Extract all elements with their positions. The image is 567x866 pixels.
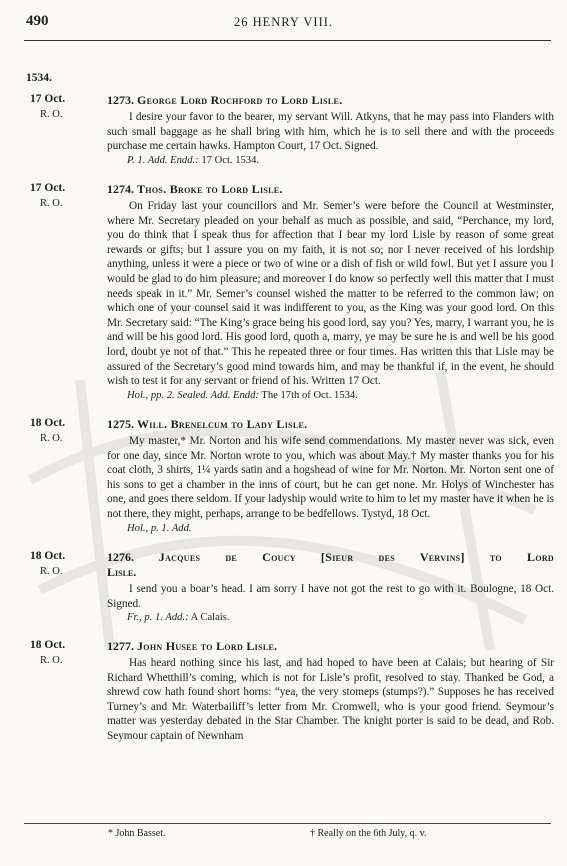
entry-place: R. O. (40, 109, 63, 120)
entry-description (127, 390, 358, 401)
entry-description-tail: The 17th of Oct. 1534. (258, 390, 358, 401)
entry-number: 1277. (107, 639, 134, 653)
header-rule (24, 40, 551, 41)
entry-date: 18 Oct. (30, 550, 66, 562)
entry-place: R. O. (40, 198, 63, 209)
entry-description (127, 612, 230, 623)
entry-body: Has heard nothing since his last, and had hoped to have been at Calais; but hearing of Sir Richard Whetthill’s coming, which is not for Lisle’s profit, resolved to stay. Thanked be God, a shrewd cow hath found short horns: “yea, the very stomeps (stumps?).” Supposes he has received Turney’s and Mr. Waterbailiff’s letter from Mr. Cromwell, who is your good friend. Seymour’s matter was yesterday debated in the Star Chamber. The knight porter is said to be dead, and Rob. Seymour captain of Newnham (107, 657, 554, 742)
entry-description-lead: Hol., p. 1. Add. (127, 523, 192, 534)
entry-place: R. O. (40, 655, 63, 666)
entry-date: 18 Oct. (30, 417, 66, 429)
running-head: 26 HENRY VIII. (233, 15, 334, 29)
entry-body: My master,* Mr. Norton and his wife send commendations. My master never was sick, even for one day, since Mr. Norton wrote to you, which was about May.† My master thanks you for his coat cloth, 3 shirts, 1¼ yards satin and a hogshead of wine for Mr. Norton. Mr. Norton sent one of his sons to get a chamber in the inns of court, but he can get none. Mr. Holys of Winchester has one, and goes there seldom. If your ladyship would write to him to let my master have it when he is not there, they might, perhaps, arrange to be bedfellows. Tystyd, 18 Oct. (107, 435, 554, 520)
entry-description-lead: Fr., p. 1. Add.: (127, 612, 189, 623)
entry-description-lead: Hol., pp. 2. Sealed. Add. Endd: (127, 390, 259, 401)
entry-body: I desire your favor to the bearer, my servant Will. Atkyns, that he may pass into Flanders with such small baggage as he shall bring with him, which he is to sell there and with the proceeds purchase me certain hawks. Hampton Court, 17 Oct. Signed. (107, 111, 554, 153)
footnote: † Really on the 6th July, q. v. (310, 828, 427, 839)
entry-heading (107, 550, 554, 580)
entry-title: Jacques de Coucy [Sieur des Vervins] to Lord (158, 550, 555, 564)
entry-number: 1274. (107, 182, 134, 196)
entry-description (127, 523, 192, 534)
entry-body: I send you a boar’s head. I am sorry I have not got the rest to go with it. Boulogne, 18 Oct. Signed. (107, 583, 554, 610)
entry-title: George Lord Rochford to Lord Lisle. (137, 93, 343, 107)
footnote-rule (24, 823, 551, 824)
entry-title: John Husee to Lord Lisle. (137, 639, 278, 653)
entry-heading (107, 93, 554, 108)
entry-place: R. O. (40, 566, 63, 577)
entry-description-tail: A Calais. (188, 612, 230, 623)
entry-heading (107, 639, 554, 654)
entry-date: 17 Oct. (30, 93, 66, 105)
entry-body: On Friday last your councillors and Mr. Semer’s were before the Council at Westminster, where Mr. Secretary pleaded on your behalf as much as possible, and said, “Perchance, my lord, you do think that I speak thus for affection that I bear my lord Lisle by reason of some great rewards or gifts; but I assure you on my faith, it is not so; nor I never received of his lordship anything, unless it were a piece or two of wine or a dish of fish or wild fowl. But yet I assure you I would be glad to do him pleasure; and moreover I do know so perfectly well this matter that I must needs speak in it.” Mr. Semer’s counsel wished the matter to be referred to the common law; on which one of your counsel said it was indifferent to you, as the King was your good lord. On this Mr. Secretary said: “The King’s grace being his good lord, say you? Yes, marry, I warrant you, he is and will be his good lord. His good lord, quoth a, marry, ye may be sure he is and well be his good lord, doubt ye not of that.” This he repeated three or four times. Has written this that Lisle may be assured of the Secretary’s good mind towards him, and may be thankful if, in the event, he should wish to test it for any servant or friend of his. Written 17 Oct. (107, 200, 554, 388)
page-number: 490 (26, 13, 49, 29)
entry-description (127, 155, 259, 166)
year-label: 1534. (26, 72, 52, 84)
entry-number: 1275. (107, 417, 134, 431)
entry-date: 18 Oct. (30, 639, 66, 651)
entry-date: 17 Oct. (30, 182, 66, 194)
footnote: * John Basset. (108, 828, 166, 839)
entry-description-tail: 17 Oct. 1534. (198, 155, 260, 166)
entry-heading (107, 417, 554, 432)
entry-description-lead: P. 1. Add. Endd.: (127, 155, 199, 166)
calendar-entry (0, 93, 567, 166)
entry-title: Will. Brenelcum to Lady Lisle. (137, 417, 308, 431)
entry-title-continuation: Lisle. (107, 565, 137, 579)
entry-title: Thos. Broke to Lord Lisle. (137, 182, 283, 196)
entry-heading (107, 182, 554, 197)
entry-number: 1273. (107, 93, 134, 107)
entry-number: 1276. (107, 550, 134, 564)
entry-place: R. O. (40, 433, 63, 444)
